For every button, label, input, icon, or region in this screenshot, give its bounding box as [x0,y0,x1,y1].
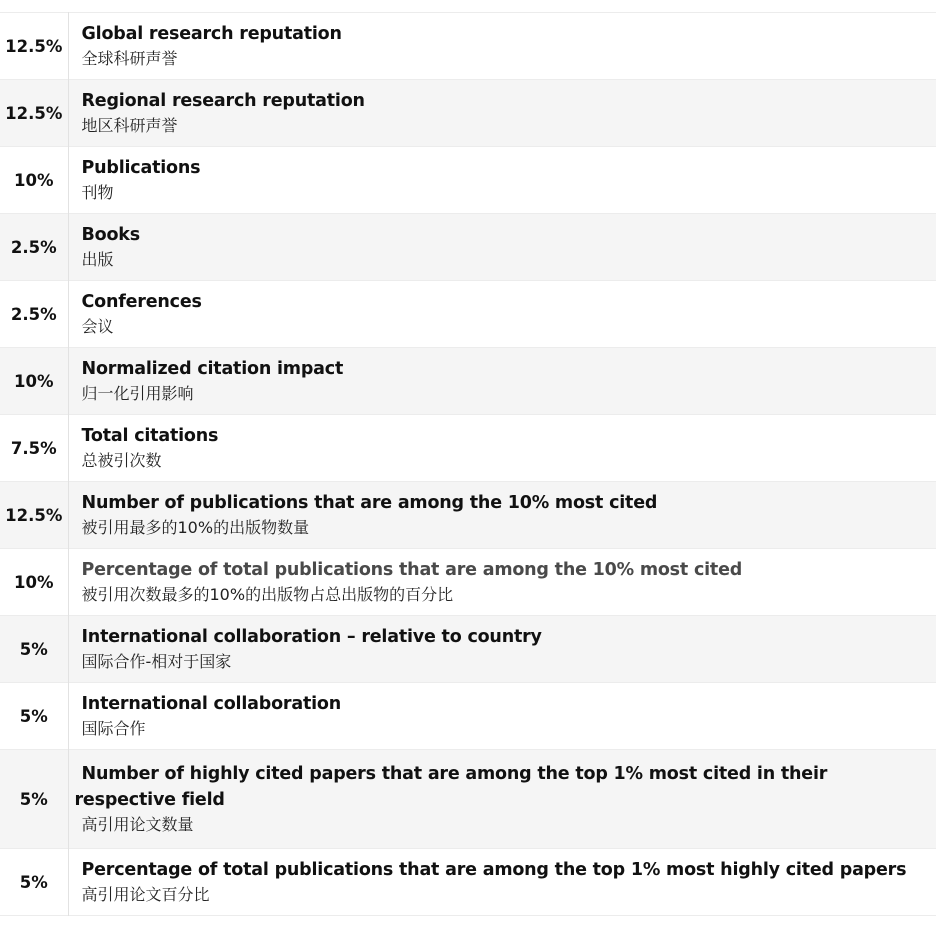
weight-cell: 7.5% [0,415,68,482]
indicator-name-zh: 出版 [81,250,114,269]
indicator-name-zh: 总被引次数 [81,451,162,470]
indicator-cell [68,80,936,147]
indicator-name-en: International collaboration [81,694,341,714]
indicator-name-zh: 刊物 [81,183,114,202]
indicator-name-zh: 高引用论文数量 [81,815,194,834]
table-row [0,214,936,281]
indicator-name-en: Regional research reputation [81,91,365,111]
weight-cell: 12.5% [0,482,68,549]
table-row [0,415,936,482]
indicator-name-en: Normalized citation impact [81,359,344,379]
indicator-cell [68,147,936,214]
indicator-name-zh: 被引用次数最多的10%的出版物占总出版物的百分比 [81,585,454,604]
weight-cell: 5% [0,750,68,849]
indicator-cell [68,415,936,482]
weight-cell: 10% [0,147,68,214]
indicator-cell [68,13,936,80]
indicator-cell [68,616,936,683]
weight-cell: 5% [0,683,68,750]
indicator-name-en: Number of highly cited papers that are among the top 1% most cited in their respective field [74,764,828,810]
indicator-name-zh: 国际合作 [81,719,146,738]
table-row [0,849,936,916]
indicator-name-zh: 国际合作-相对于国家 [81,652,232,671]
indicator-name-zh: 地区科研声誉 [81,116,178,135]
weight-cell: 2.5% [0,214,68,281]
indicator-cell [68,348,936,415]
indicator-cell [68,683,936,750]
indicator-name-en: International collaboration – relative to country [81,627,542,647]
table-row [0,482,936,549]
table-row [0,147,936,214]
table-row [0,13,936,80]
indicator-name-en: Publications [81,158,201,178]
table-row [0,616,936,683]
indicator-name-en: Percentage of total publications that are among the 10% most cited [81,560,743,580]
indicator-cell [68,281,936,348]
indicator-name-zh: 被引用最多的10%的出版物数量 [81,518,310,537]
table-row [0,549,936,616]
indicator-weights-table [0,12,936,916]
indicator-cell [68,750,936,849]
weight-cell: 10% [0,549,68,616]
weight-cell: 12.5% [0,80,68,147]
table-row [0,281,936,348]
table-row [0,80,936,147]
indicator-name-en: Conferences [81,292,202,312]
weight-cell: 5% [0,849,68,916]
indicator-cell [68,214,936,281]
indicator-cell [68,849,936,916]
indicator-name-zh: 高引用论文百分比 [81,885,210,904]
indicator-name-en: Books [81,225,140,245]
indicator-name-en: Percentage of total publications that are among the top 1% most highly cited papers [81,860,907,880]
weight-cell: 5% [0,616,68,683]
indicator-name-en: Total citations [81,426,219,446]
indicator-name-en: Global research reputation [81,24,342,44]
table-row [0,683,936,750]
indicator-cell [68,549,936,616]
indicator-cell [68,482,936,549]
weight-cell: 12.5% [0,13,68,80]
table-row [0,348,936,415]
weight-cell: 2.5% [0,281,68,348]
indicator-name-zh: 归一化引用影响 [81,384,194,403]
indicator-name-zh: 会议 [81,317,114,336]
indicator-name-en: Number of publications that are among the 10% most cited [81,493,658,513]
indicator-name-zh: 全球科研声誉 [81,49,178,68]
table-row [0,750,936,849]
weight-cell: 10% [0,348,68,415]
